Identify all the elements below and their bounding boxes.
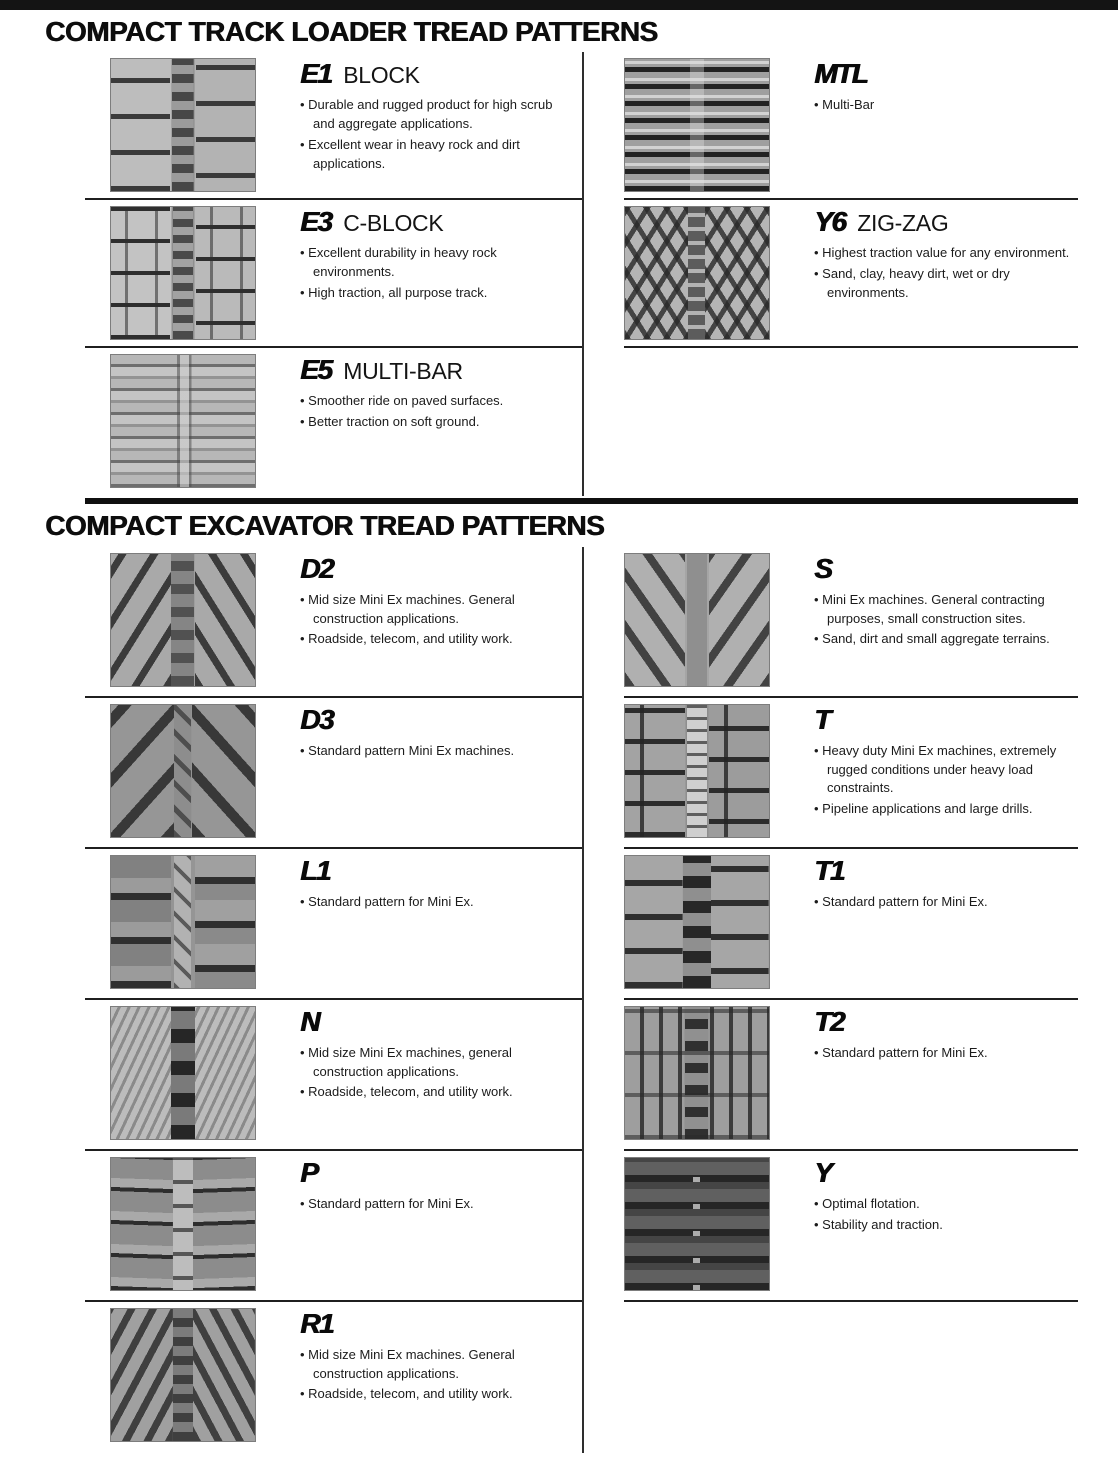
tread-info	[814, 855, 988, 998]
pattern-code: D2	[300, 552, 333, 584]
tread-info	[814, 206, 1078, 346]
pattern-bullets	[300, 244, 568, 303]
tread-row-t1	[624, 849, 1078, 1000]
tread-heading	[300, 854, 474, 886]
pattern-bullets	[300, 742, 514, 761]
tread-image-p	[110, 1157, 256, 1291]
tread-row-y6	[624, 200, 1078, 348]
section-title-track-loader: COMPACT TRACK LOADER TREAD PATTERNS	[45, 16, 658, 47]
tread-image-e1	[110, 58, 256, 192]
track-loader-grid	[85, 52, 1078, 496]
tread-row-y	[624, 1151, 1078, 1302]
page-top-bar	[0, 0, 1118, 10]
bullet: • Standard pattern for Mini Ex.	[300, 1195, 474, 1214]
tread-heading	[814, 1156, 943, 1188]
tread-heading	[300, 208, 568, 236]
tread-info	[814, 1157, 943, 1300]
bullet: • Roadside, telecom, and utility work.	[300, 1385, 568, 1404]
pattern-bullets	[300, 1195, 474, 1214]
bullet: • Standard pattern Mini Ex machines.	[300, 742, 514, 761]
tread-info	[300, 704, 514, 847]
pattern-code: R1	[300, 1307, 333, 1339]
tread-row-l1	[85, 849, 582, 1000]
pattern-name: MULTI-BAR	[343, 358, 463, 385]
pattern-bullets	[814, 96, 879, 115]
bullet: • Highest traction value for any environment.	[814, 244, 1078, 263]
bullet: • Mid size Mini Ex machines. General construction applications.	[300, 591, 568, 629]
section-track-loader	[0, 17, 1118, 496]
pattern-code: Y6	[814, 206, 846, 238]
tread-heading	[300, 60, 568, 88]
pattern-code: Y	[814, 1156, 832, 1188]
pattern-name: C-BLOCK	[343, 210, 444, 237]
pattern-bullets	[814, 742, 1078, 819]
track-loader-left-column	[85, 52, 582, 496]
pattern-bullets	[814, 1044, 988, 1063]
tread-image-d3	[110, 704, 256, 838]
bullet: • Excellent durability in heavy rock environments.	[300, 244, 568, 282]
tread-heading	[814, 703, 1078, 735]
tread-heading	[300, 552, 568, 584]
bullet: • Mid size Mini Ex machines. General construction applications.	[300, 1346, 568, 1384]
tread-info	[814, 704, 1078, 847]
pattern-code: N	[300, 1005, 319, 1037]
tread-row-t2	[624, 1000, 1078, 1151]
pattern-bullets	[814, 244, 1078, 303]
excavator-left-column	[85, 547, 582, 1453]
pattern-code: P	[300, 1156, 318, 1188]
tread-info	[300, 206, 568, 346]
bullet: • Sand, clay, heavy dirt, wet or dry environments.	[814, 265, 1078, 303]
tread-row-r1	[85, 1302, 582, 1453]
pattern-name: BLOCK	[343, 62, 420, 89]
tread-heading	[814, 208, 1078, 236]
tread-info	[814, 553, 1078, 696]
tread-info	[814, 58, 879, 198]
tread-heading	[300, 1307, 568, 1339]
tread-row-e3	[85, 200, 582, 348]
pattern-code: D3	[300, 703, 333, 735]
excavator-grid	[85, 547, 1078, 1453]
pattern-code: E3	[300, 206, 332, 238]
pattern-code: T	[814, 703, 830, 735]
tread-heading	[814, 60, 879, 88]
pattern-bullets	[300, 893, 474, 912]
tread-heading	[814, 552, 1078, 584]
tread-info	[300, 553, 568, 696]
tread-heading	[814, 854, 988, 886]
bullet: • Roadside, telecom, and utility work.	[300, 630, 568, 649]
pattern-bullets	[300, 392, 503, 432]
tread-info	[300, 855, 474, 998]
tread-heading	[300, 1156, 474, 1188]
bullet: • Mid size Mini Ex machines, general construction applications.	[300, 1044, 568, 1082]
pattern-code: L1	[300, 854, 330, 886]
tread-image-d2	[110, 553, 256, 687]
tread-row-mtl	[624, 52, 1078, 200]
tread-image-r1	[110, 1308, 256, 1442]
pattern-bullets	[814, 1195, 943, 1235]
pattern-code: MTL	[814, 58, 868, 90]
tread-image-e5	[110, 354, 256, 488]
tread-image-e3	[110, 206, 256, 340]
tread-row-d3	[85, 698, 582, 849]
pattern-name: ZIG-ZAG	[857, 210, 949, 237]
bullet: • Better traction on soft ground.	[300, 413, 503, 432]
bullet: • Standard pattern for Mini Ex.	[300, 893, 474, 912]
bullet: • Heavy duty Mini Ex machines, extremely rugged conditions under heavy load constraints.	[814, 742, 1078, 799]
bullet: • High traction, all purpose track.	[300, 284, 568, 303]
tread-info	[300, 1157, 474, 1300]
tread-row-e1	[85, 52, 582, 200]
tread-row-d2	[85, 547, 582, 698]
bullet: • Excellent wear in heavy rock and dirt applications.	[300, 136, 568, 174]
bullet: • Standard pattern for Mini Ex.	[814, 893, 988, 912]
tread-image-t1	[624, 855, 770, 989]
bullet: • Standard pattern for Mini Ex.	[814, 1044, 988, 1063]
tread-heading	[300, 703, 514, 735]
tread-image-l1	[110, 855, 256, 989]
tread-row-e5	[85, 348, 582, 496]
bullet: • Sand, dirt and small aggregate terrains.	[814, 630, 1078, 649]
pattern-code: E5	[300, 354, 332, 386]
pattern-bullets	[300, 591, 568, 650]
pattern-code: T2	[814, 1005, 844, 1037]
tread-info	[300, 354, 503, 496]
tread-info	[300, 1308, 568, 1453]
pattern-bullets	[300, 1346, 568, 1405]
tread-row-s	[624, 547, 1078, 698]
tread-row-p	[85, 1151, 582, 1302]
tread-image-mtl	[624, 58, 770, 192]
tread-heading	[300, 1005, 568, 1037]
bullet: • Durable and rugged product for high scrub and aggregate applications.	[300, 96, 568, 134]
tread-image-y	[624, 1157, 770, 1291]
tread-image-t	[624, 704, 770, 838]
bullet: • Multi-Bar	[814, 96, 879, 115]
section-title-excavator: COMPACT EXCAVATOR TREAD PATTERNS	[45, 510, 605, 542]
track-loader-right-column	[582, 52, 1078, 496]
bullet: • Optimal flotation.	[814, 1195, 943, 1214]
tread-image-t2	[624, 1006, 770, 1140]
tread-image-s	[624, 553, 770, 687]
tread-heading	[814, 1005, 988, 1037]
bullet: • Smoother ride on paved surfaces.	[300, 392, 503, 411]
tread-info	[300, 1006, 568, 1149]
tread-info	[300, 58, 568, 198]
tread-image-n	[110, 1006, 256, 1140]
bullet: • Mini Ex machines. General contracting purposes, small construction sites.	[814, 591, 1078, 629]
bullet: • Stability and traction.	[814, 1216, 943, 1235]
pattern-bullets	[300, 96, 568, 173]
pattern-bullets	[814, 893, 988, 912]
section-divider-bar	[85, 498, 1078, 504]
bullet: • Roadside, telecom, and utility work.	[300, 1083, 568, 1102]
pattern-code: T1	[814, 854, 844, 886]
tread-heading	[300, 356, 503, 384]
tread-row-n	[85, 1000, 582, 1151]
pattern-bullets	[300, 1044, 568, 1103]
tread-info	[814, 1006, 988, 1149]
bullet: • Pipeline applications and large drills.	[814, 800, 1078, 819]
excavator-right-column	[582, 547, 1078, 1453]
pattern-bullets	[814, 591, 1078, 650]
tread-row-t	[624, 698, 1078, 849]
tread-image-y6	[624, 206, 770, 340]
pattern-code: E1	[300, 58, 332, 90]
section-excavator	[0, 511, 1118, 1452]
pattern-code: S	[814, 552, 832, 584]
